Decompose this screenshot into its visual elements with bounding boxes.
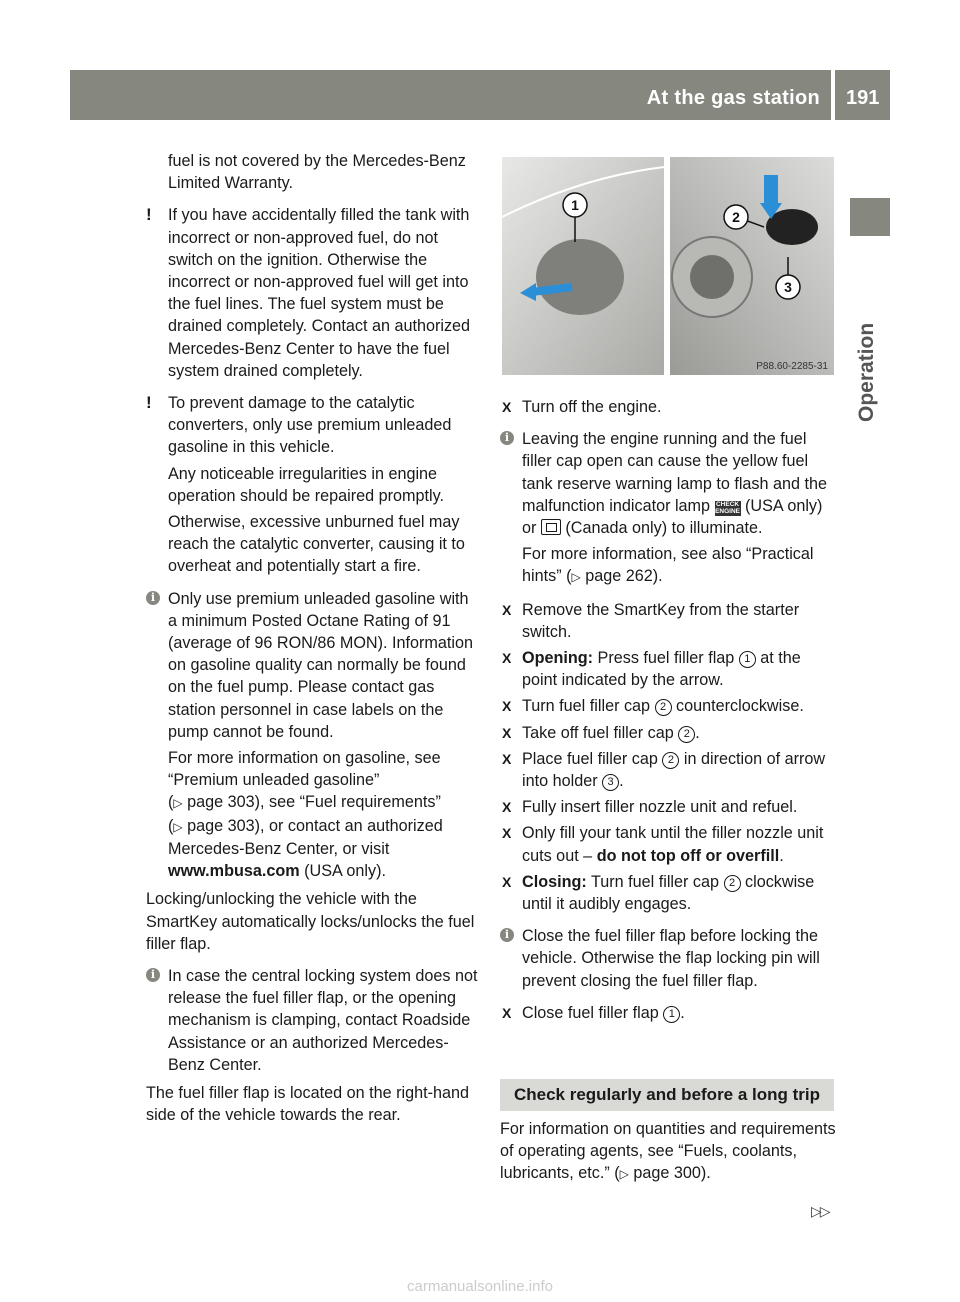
step-arrow-icon: X xyxy=(502,399,512,415)
paragraph xyxy=(522,428,836,539)
text: For more information, see also “Practical hints” ( xyxy=(522,545,814,586)
step-text: Press fuel filler flap xyxy=(593,649,739,668)
step-text: Fully insert filler nozzle unit and refuel. xyxy=(522,798,798,817)
info-note xyxy=(500,428,836,588)
step-text: Take off fuel filler cap xyxy=(522,723,679,742)
callout-ref-1: 1 xyxy=(739,651,756,668)
caution-note xyxy=(146,392,482,578)
engine-lamp-icon xyxy=(541,519,561,535)
step-arrow-icon: X xyxy=(502,825,512,842)
fuel-filler-figure xyxy=(502,157,834,375)
paragraph: For more information on gasoline, see “Premium unleaded gasoline” (▷ page 303), see “Fuel requirements” (▷ page 303), or contact an authorized Mercedes-Benz Center, or visit www.mbusa.com (USA only). xyxy=(168,749,443,881)
step-text: Turn fuel filler cap xyxy=(586,872,724,891)
callout-ref-2: 2 xyxy=(678,726,695,743)
step-arrow-icon: X xyxy=(502,601,512,618)
page-ref-icon: ▷ xyxy=(571,570,581,585)
caution-note xyxy=(146,204,482,382)
info-note xyxy=(146,588,482,883)
fuel-filler-flap xyxy=(536,239,624,315)
info-icon: i xyxy=(146,968,160,982)
step-text: Place fuel filler cap xyxy=(522,749,663,768)
paragraph: Locking/unlocking the vehicle with the SmartKey automatically locks/unlocks the fuel filler flap. xyxy=(146,890,475,953)
step-arrow-icon: X xyxy=(502,873,512,890)
info-note xyxy=(146,965,482,1076)
page-number: 191 xyxy=(846,87,880,109)
callout-ref-2: 2 xyxy=(655,699,672,716)
step xyxy=(500,722,836,744)
step-text: . xyxy=(695,723,700,742)
text: page 303), see “Fuel requirements” xyxy=(187,793,441,812)
watermark: carmanualsonline.info xyxy=(407,1278,553,1295)
step-label: Opening: xyxy=(522,649,594,668)
paragraph: If you have accidentally filled the tank with incorrect or non-approved fuel, do not switch on the ignition. Otherwise the incorrect or non-approved fuel will get into the fuel lines. The fuel system must be drained completely. Contact an authorized Mercedes-Benz Center to have the fuel system drained completely. xyxy=(168,206,471,380)
continue-icon: ▷▷ xyxy=(811,1203,829,1219)
info-icon: i xyxy=(146,591,160,605)
text: page 300). xyxy=(633,1164,711,1183)
paragraph: Otherwise, excessive unburned fuel may reach the catalytic converter, causing it to overheat and potentially start a fire. xyxy=(168,513,465,576)
callout-ref-1: 1 xyxy=(663,1006,680,1023)
page-section-title: At the gas station xyxy=(646,87,820,109)
paragraph: fuel is not covered by the Mercedes-Benz Limited Warranty. xyxy=(168,152,466,193)
text: (USA only). xyxy=(299,862,386,881)
step xyxy=(500,748,836,792)
paragraph: To prevent damage to the catalytic converters, only use premium unleaded gasoline in this vehicle. xyxy=(168,394,452,457)
info-icon: i xyxy=(500,431,514,445)
text: For more information on gasoline, see “Premium unleaded gasoline” xyxy=(168,749,441,790)
step-text: . xyxy=(619,772,624,791)
paragraph: The fuel filler flap is located on the right-hand side of the vehicle towards the rear. xyxy=(146,1083,470,1125)
text: For information on quantities and requirements of operating agents, see “Fuels, coolants, lubricants, etc.” ( xyxy=(500,1120,836,1183)
info-icon: i xyxy=(500,928,514,942)
step-label: Closing: xyxy=(522,872,587,891)
step-text: clockwise until it audibly engages. xyxy=(522,872,815,914)
paragraph: Any noticeable irregularities in engine operation should be repaired promptly. xyxy=(168,464,444,505)
exclamation-icon: ! xyxy=(146,393,152,413)
step-text: in direction of arrow into holder xyxy=(522,749,826,791)
callout-ref-2: 2 xyxy=(662,752,679,769)
step-text: . xyxy=(680,1003,685,1022)
step-text: Only fill your tank until the filler nozzle unit cuts out – xyxy=(522,824,824,865)
section-heading: Check regularly and before a long trip xyxy=(500,1079,834,1111)
svg-text:1: 1 xyxy=(571,197,579,213)
text: Leaving the engine running and the fuel filler cap open can cause the yellow fuel tank reserve warning lamp to flash and the malfunction indicator lamp xyxy=(522,430,828,515)
step xyxy=(500,695,836,717)
svg-text:2: 2 xyxy=(732,209,740,225)
step-text: . xyxy=(779,846,784,865)
step-text: counterclockwise. xyxy=(671,697,804,716)
check-engine-lamp-icon: CHECK ENGINE xyxy=(715,500,740,515)
figure-code: P88.60-2285-31 xyxy=(756,361,828,372)
step-arrow-icon: X xyxy=(502,724,512,741)
svg-text:3: 3 xyxy=(784,279,792,295)
text: page 303), or contact an authorized Mercedes-Benz Center, or visit xyxy=(168,816,443,858)
step-arrow-icon: X xyxy=(502,750,512,767)
step-arrow-icon: X xyxy=(502,799,512,816)
callout-ref-2: 2 xyxy=(724,875,741,892)
page-ref-icon: ▷ xyxy=(173,796,183,811)
step-emphasis: do not top off or overfill xyxy=(596,846,780,865)
page-ref-icon: ▷ xyxy=(619,1167,629,1182)
text: page 262). xyxy=(585,567,663,586)
callout-ref-3: 3 xyxy=(602,774,619,791)
side-tab xyxy=(850,242,890,422)
step-text: at the point indicated by the arrow. xyxy=(522,649,801,690)
web-link[interactable]: www.mbusa.com xyxy=(168,862,300,881)
step xyxy=(500,871,836,915)
section-body xyxy=(500,1118,840,1186)
step-text: Remove the SmartKey from the starter switch. xyxy=(522,600,800,641)
paragraph xyxy=(522,543,836,588)
step xyxy=(500,647,836,691)
step xyxy=(500,822,836,866)
page-ref-icon: ▷ xyxy=(173,819,183,834)
side-tab-label: Operation xyxy=(855,322,878,422)
step-arrow-icon: X xyxy=(502,1004,512,1021)
exclamation-icon: ! xyxy=(146,205,152,225)
text: (USA only) or xyxy=(522,496,823,538)
header-divider xyxy=(831,70,835,120)
paragraph: Close the fuel filler flap before locking the vehicle. Otherwise the flap locking pin will prevent closing the fuel filler flap. xyxy=(522,927,820,990)
step xyxy=(500,1002,836,1024)
step-arrow-icon: X xyxy=(502,650,512,667)
step-text: Turn off the engine. xyxy=(522,398,662,416)
step-text: Turn fuel filler cap xyxy=(522,697,655,716)
paragraph: In case the central locking system does not release the fuel filler flap, or the opening mechanism is clamping, contact Roadside Assistance or an authorized Mercedes-Benz Center. xyxy=(168,966,478,1074)
text: (Canada only) to illuminate. xyxy=(565,519,763,538)
step xyxy=(500,599,836,643)
step xyxy=(500,796,836,818)
left-column xyxy=(146,150,482,1136)
info-note xyxy=(500,925,836,992)
step-arrow-icon: X xyxy=(502,698,512,715)
side-tab-block xyxy=(850,198,890,236)
right-column xyxy=(500,396,836,1024)
step-text: Close fuel filler flap xyxy=(522,1003,664,1022)
step xyxy=(500,396,836,418)
paragraph: Only use premium unleaded gasoline with a minimum Posted Octane Rating of 91 (average of 96 RON/86 MON). Information on gasoline quality can normally be found on the fuel pump. Please contact gas station personnel in case labels on the pump cannot be found. xyxy=(168,589,473,741)
